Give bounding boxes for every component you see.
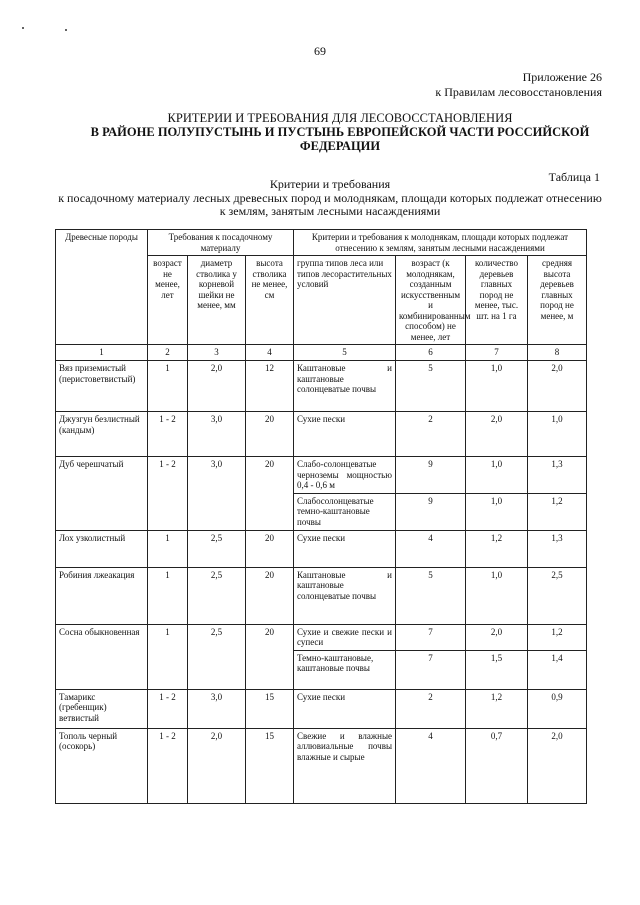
- age-cell: 1: [148, 530, 188, 567]
- column-number: 6: [396, 345, 466, 361]
- avg-height-cell: 1,3: [528, 457, 587, 494]
- age-cell: 1: [148, 624, 188, 689]
- table-row: [56, 361, 587, 412]
- age-cell: 1: [148, 567, 188, 624]
- forest-type-cell: Свежие и влажные аллювиальные почвы влажные и сырые: [294, 728, 396, 803]
- young-age-cell: 2: [396, 689, 466, 728]
- forest-type-cell: Слабо-солонцеватые черноземы мощностью 0,4 - 0,6 м: [294, 457, 396, 494]
- diameter-cell: 3,0: [188, 412, 246, 457]
- height-cell: 20: [246, 624, 294, 689]
- table-row: [56, 728, 587, 803]
- subtitle-line-2: к посадочному материалу лесных древесных пород и молоднякам, площади которых подлежат отнесению: [58, 190, 602, 205]
- tree-count-cell: 1,5: [466, 650, 528, 689]
- header-tree-count: количество деревьев главных пород не менее, тыс. шт. на 1 га: [466, 256, 528, 345]
- young-age-cell: 4: [396, 728, 466, 803]
- column-number: 3: [188, 345, 246, 361]
- forest-type-cell: Темно-каштановые, каштановые почвы: [294, 650, 396, 689]
- forest-type-cell: Каштановые и каштановые солонцеватые почвы: [294, 567, 396, 624]
- species-cell: Дуб черешчатый: [56, 457, 148, 531]
- diameter-cell: 3,0: [188, 457, 246, 531]
- appendix-line-2: к Правилам лесовосстановления: [435, 85, 602, 99]
- young-age-cell: 2: [396, 412, 466, 457]
- forest-type-cell: Сухие пески: [294, 689, 396, 728]
- species-cell: Вяз приземистый (перистоветвистый): [56, 361, 148, 412]
- diameter-cell: 2,0: [188, 728, 246, 803]
- age-cell: 1 - 2: [148, 728, 188, 803]
- tree-count-cell: 1,2: [466, 530, 528, 567]
- table-row: [56, 412, 587, 457]
- column-number: 8: [528, 345, 587, 361]
- diameter-cell: 2,5: [188, 567, 246, 624]
- subtitle-line-3: к землям, занятым лесными насаждениями: [219, 204, 441, 218]
- table-row: [56, 689, 587, 728]
- age-cell: 1 - 2: [148, 457, 188, 531]
- tree-count-cell: 1,2: [466, 689, 528, 728]
- forest-type-cell: Сухие и свежие пески и супеси: [294, 624, 396, 650]
- tree-count-cell: 1,0: [466, 457, 528, 494]
- young-age-cell: 9: [396, 493, 466, 530]
- age-cell: 1 - 2: [148, 412, 188, 457]
- tree-count-cell: 2,0: [466, 624, 528, 650]
- height-cell: 20: [246, 567, 294, 624]
- header-planting-material: Требования к посадочному материалу: [148, 230, 294, 256]
- column-number: 4: [246, 345, 294, 361]
- avg-height-cell: 2,0: [528, 728, 587, 803]
- table-row: [56, 530, 587, 567]
- diameter-cell: 3,0: [188, 689, 246, 728]
- age-cell: 1 - 2: [148, 689, 188, 728]
- header-height: высота стволика не менее, см: [246, 256, 294, 345]
- column-numbers-row: [56, 345, 587, 361]
- forest-type-cell: Каштановые и каштановые солонцеватые почвы: [294, 361, 396, 412]
- column-number: 7: [466, 345, 528, 361]
- diameter-cell: 2,0: [188, 361, 246, 412]
- avg-height-cell: 0,9: [528, 689, 587, 728]
- scan-speck: [22, 27, 24, 29]
- height-cell: 15: [246, 689, 294, 728]
- avg-height-cell: 2,5: [528, 567, 587, 624]
- diameter-cell: 2,5: [188, 624, 246, 689]
- table-row: [56, 624, 587, 650]
- page-number: 69: [314, 44, 326, 58]
- title-line-2: В РАЙОНЕ ПОЛУПУСТЫНЬ И ПУСТЫНЬ ЕВРОПЕЙСКОЙ ЧАСТИ РОССИЙСКОЙ: [90, 125, 590, 139]
- species-cell: Тополь черный (осокорь): [56, 728, 148, 803]
- header-young-stands: Критерии и требования к молоднякам, площади которых подлежат отнесению к землям, занятым лесными насаждениями: [294, 230, 587, 256]
- species-cell: Тамарикс (гребенщик) ветвистый: [56, 689, 148, 728]
- document-title: [60, 111, 620, 153]
- table-row: [56, 567, 587, 624]
- young-age-cell: 5: [396, 361, 466, 412]
- height-cell: 20: [246, 412, 294, 457]
- subtitle-line-1: Критерии и требования: [269, 177, 391, 191]
- title-line-1: КРИТЕРИИ И ТРЕБОВАНИЯ ДЛЯ ЛЕСОВОССТАНОВЛЕНИЯ: [167, 111, 513, 125]
- forest-type-cell: Слабосолонцеватые темно-каштановые почвы: [294, 493, 396, 530]
- young-age-cell: 9: [396, 457, 466, 494]
- forest-type-cell: Сухие пески: [294, 530, 396, 567]
- height-cell: 12: [246, 361, 294, 412]
- height-cell: 15: [246, 728, 294, 803]
- scan-speck: [65, 29, 67, 31]
- avg-height-cell: 2,0: [528, 361, 587, 412]
- tree-count-cell: 1,0: [466, 567, 528, 624]
- column-number: 2: [148, 345, 188, 361]
- height-cell: 20: [246, 530, 294, 567]
- header-age: возраст не менее, лет: [148, 256, 188, 345]
- column-number: 5: [294, 345, 396, 361]
- height-cell: 20: [246, 457, 294, 531]
- young-age-cell: 5: [396, 567, 466, 624]
- young-age-cell: 4: [396, 530, 466, 567]
- avg-height-cell: 1,3: [528, 530, 587, 567]
- table-label: Таблица 1: [548, 170, 600, 184]
- avg-height-cell: 1,4: [528, 650, 587, 689]
- species-cell: Робиния лжеакация: [56, 567, 148, 624]
- header-forest-type: группа типов леса или типов лесорастительных условий: [294, 256, 396, 345]
- header-avg-height: средняя высота деревьев главных пород не менее, м: [528, 256, 587, 345]
- header-young-age: возраст (к молоднякам, созданным искусственным и комбинированным способом) не менее, лет: [396, 256, 466, 345]
- species-cell: Сосна обыкновенная: [56, 624, 148, 689]
- age-cell: 1: [148, 361, 188, 412]
- tree-count-cell: 1,0: [466, 361, 528, 412]
- tree-count-cell: 1,0: [466, 493, 528, 530]
- column-number: 1: [56, 345, 148, 361]
- table-subtitle: [40, 178, 620, 219]
- header-diameter: диаметр стволика у корневой шейки не менее, мм: [188, 256, 246, 345]
- species-cell: Джузгун безлистный (кандым): [56, 412, 148, 457]
- species-cell: Лох узколистный: [56, 530, 148, 567]
- header-species: Древесные породы: [56, 230, 148, 345]
- tree-count-cell: 0,7: [466, 728, 528, 803]
- appendix-line-1: Приложение 26: [522, 70, 602, 84]
- avg-height-cell: 1,0: [528, 412, 587, 457]
- criteria-table: [55, 229, 587, 804]
- avg-height-cell: 1,2: [528, 493, 587, 530]
- tree-count-cell: 2,0: [466, 412, 528, 457]
- avg-height-cell: 1,2: [528, 624, 587, 650]
- appendix-reference: [435, 70, 602, 100]
- forest-type-cell: Сухие пески: [294, 412, 396, 457]
- young-age-cell: 7: [396, 624, 466, 650]
- diameter-cell: 2,5: [188, 530, 246, 567]
- young-age-cell: 7: [396, 650, 466, 689]
- table-row: [56, 457, 587, 494]
- title-line-3: ФЕДЕРАЦИИ: [299, 139, 381, 153]
